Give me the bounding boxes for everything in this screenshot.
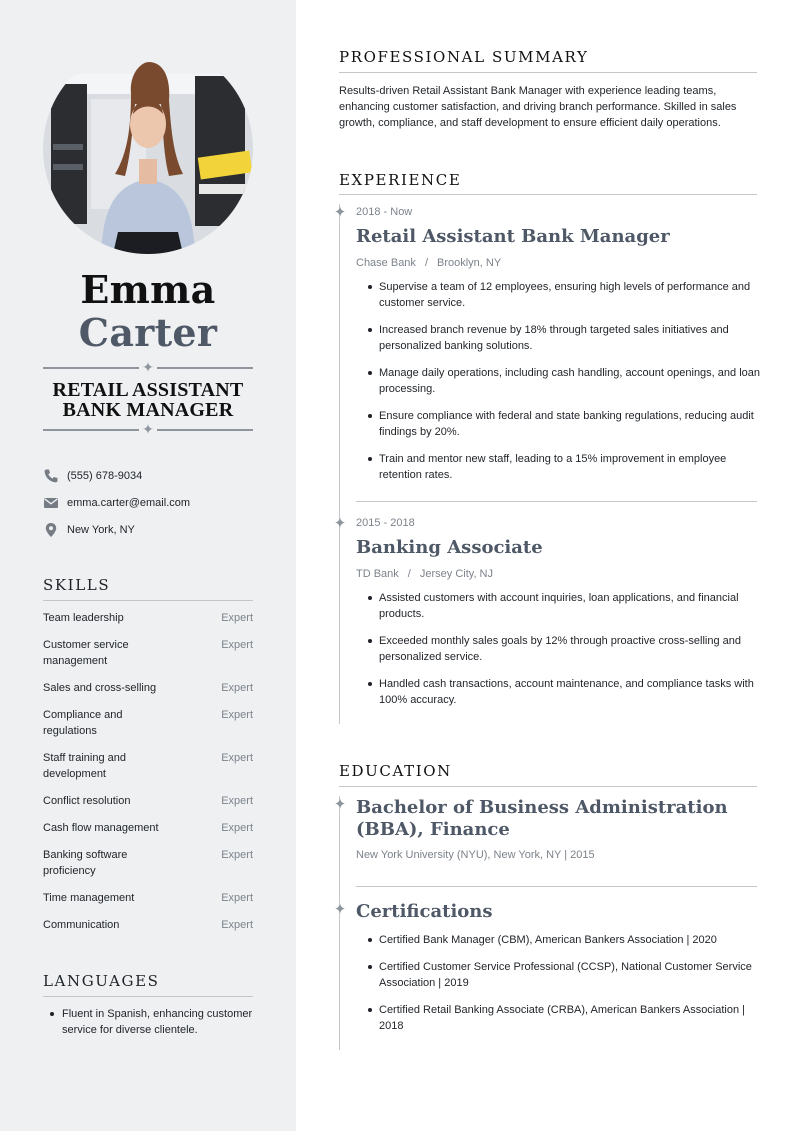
job-company-line: [356, 568, 493, 580]
ornament-divider-bottom: [43, 424, 253, 436]
experience-heading: EXPERIENCE: [339, 171, 462, 189]
skill-name: Staff training and development: [43, 752, 126, 780]
skill-level: Expert: [221, 849, 253, 861]
languages-heading: LANGUAGES: [43, 972, 160, 990]
degree-title: [356, 797, 766, 841]
sparkle-icon: ✦: [142, 360, 154, 376]
job-bullet: Manage daily operations, including cash handling, account openings, and loan processing.: [379, 365, 771, 397]
skill-level: Expert: [221, 709, 253, 721]
certification-item: Certified Bank Manager (CBM), American Bankers Association | 2020: [379, 932, 771, 948]
skill-name: Time management: [43, 892, 135, 904]
skill-name: Banking software proficiency: [43, 849, 128, 877]
certification-item: Certified Customer Service Professional (CCSP), National Customer Service Association | 2019: [379, 959, 771, 991]
skill-name: Conflict resolution: [43, 795, 131, 807]
skill-level: Expert: [221, 639, 253, 651]
certifications-heading: Certifications: [356, 901, 493, 922]
job-location: Brooklyn, NY: [437, 257, 502, 269]
last-name: Carter: [78, 310, 218, 355]
skill-level: Expert: [221, 892, 253, 904]
phone-icon: [43, 468, 59, 484]
first-name: Emma: [80, 267, 216, 312]
contact-location: [43, 521, 135, 539]
job-dates: 2018 - Now: [356, 206, 413, 218]
education-timeline: [339, 796, 340, 1050]
job-bullet: Ensure compliance with federal and state banking regulations, reducing audit findings by 20%.: [379, 408, 771, 440]
location-text: New York, NY: [67, 524, 135, 536]
email-icon: [43, 495, 59, 511]
languages-heading-rule: [43, 996, 253, 997]
degree-line-2: (BBA), Finance: [356, 819, 510, 840]
sidebar: [0, 0, 296, 1131]
summary-heading: PROFESSIONAL SUMMARY: [339, 48, 589, 66]
skill-name: Customer service management: [43, 639, 129, 667]
role-line-1: RETAIL ASSISTANT: [52, 379, 244, 401]
job-company: TD Bank: [356, 568, 399, 580]
skill-level: Expert: [221, 822, 253, 834]
education-heading: EDUCATION: [339, 762, 452, 780]
skills-heading-rule: [43, 600, 253, 601]
job-bullet: Handled cash transactions, account maintenance, and compliance tasks with 100% accuracy.: [379, 676, 771, 708]
skill-level: Expert: [221, 795, 253, 807]
skill-level: Expert: [221, 682, 253, 694]
company-separator: /: [424, 257, 428, 269]
skill-name: Sales and cross-selling: [43, 682, 157, 694]
experience-timeline: [339, 204, 340, 724]
skill-name: Team leadership: [43, 612, 124, 624]
education-heading-rule: [339, 786, 757, 787]
sparkle-icon: ✦: [142, 422, 154, 438]
job-dates: 2015 - 2018: [356, 517, 415, 529]
profile-photo: [43, 44, 253, 254]
job-bullet: Supervise a team of 12 employees, ensuring high levels of performance and customer service.: [379, 279, 771, 311]
contact-phone: [43, 467, 142, 485]
degree-line-1: Bachelor of Business Administration: [356, 797, 728, 818]
job-bullet: Assisted customers with account inquiries, loan applications, and financial products.: [379, 590, 771, 622]
job-divider: [356, 501, 757, 502]
skill-level: Expert: [221, 752, 253, 764]
profile-photo-illustration: [43, 44, 253, 254]
skill-name: Communication: [43, 919, 120, 931]
role-line-2: BANK MANAGER: [62, 399, 234, 421]
school-line: New York University (NYU), New York, NY | 2015: [356, 849, 595, 861]
job-company-line: [356, 257, 501, 269]
certification-item: Certified Retail Banking Associate (CRBA), American Bankers Association | 2018: [379, 1002, 771, 1034]
email-text: emma.carter@email.com: [67, 497, 191, 509]
timeline-sparkle-icon: ✦: [333, 514, 347, 532]
education-divider: [356, 886, 757, 887]
contact-email: [43, 494, 190, 512]
job-bullet: Increased branch revenue by 18% through targeted sales initiatives and personalized banking solutions.: [379, 322, 771, 354]
timeline-sparkle-icon: ✦: [333, 900, 347, 918]
job-bullet: Train and mentor new staff, leading to a 15% improvement in employee retention rates.: [379, 451, 771, 483]
ornament-divider-top: [43, 362, 253, 374]
skill-name: Cash flow management: [43, 822, 159, 834]
skills-heading: SKILLS: [43, 576, 111, 594]
job-bullet: Exceeded monthly sales goals by 12% through proactive cross-selling and personalized service.: [379, 633, 771, 665]
language-item: Fluent in Spanish, enhancing customer service for diverse clientele.: [50, 1006, 260, 1038]
timeline-sparkle-icon: ✦: [333, 795, 347, 813]
summary-heading-rule: [339, 72, 757, 73]
job-title: Retail Assistant Bank Manager: [356, 226, 670, 247]
skill-level: Expert: [221, 612, 253, 624]
location-pin-icon: [43, 522, 59, 538]
skill-name: Compliance and regulations: [43, 709, 123, 737]
job-location: Jersey City, NJ: [419, 568, 493, 580]
experience-heading-rule: [339, 194, 757, 195]
job-role-title: [20, 380, 276, 420]
skill-level: Expert: [221, 919, 253, 931]
job-company: Chase Bank: [356, 257, 416, 269]
job-title: Banking Associate: [356, 537, 543, 558]
company-separator: /: [407, 568, 411, 580]
timeline-sparkle-icon: ✦: [333, 203, 347, 221]
phone-text: (555) 678-9034: [67, 470, 143, 482]
summary-text: Results-driven Retail Assistant Bank Manager with experience leading teams, enhancing customer satisfaction, and driving branch performance. Skilled in sales growth, compliance, and staff development to ensure efficient daily operations.: [339, 85, 737, 130]
